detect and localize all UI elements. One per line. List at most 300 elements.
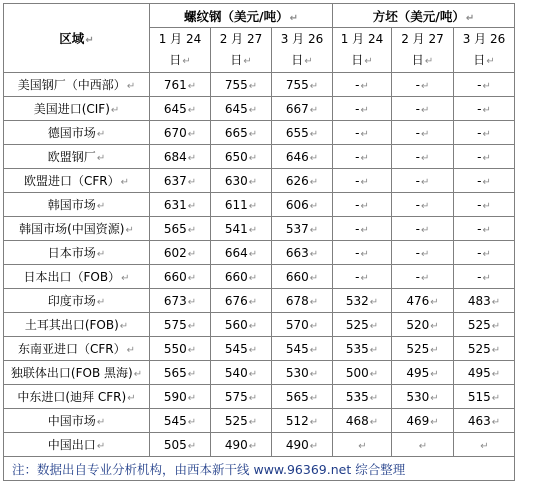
paragraph-mark: ↵ bbox=[248, 440, 258, 452]
paragraph-mark: ↵ bbox=[360, 224, 369, 236]
paragraph-mark: ↵ bbox=[309, 152, 319, 164]
price-cell bbox=[272, 193, 333, 217]
price-cell bbox=[454, 217, 515, 241]
price-value: - bbox=[477, 101, 482, 116]
paragraph-mark: ↵ bbox=[96, 153, 106, 164]
price-value: - bbox=[355, 269, 360, 284]
paragraph-mark: ↵ bbox=[430, 368, 439, 380]
price-cell bbox=[333, 97, 392, 121]
rebar-group-header bbox=[150, 4, 333, 28]
date-header-cell bbox=[211, 28, 272, 73]
header-row-groups bbox=[4, 4, 515, 28]
price-value: 645 bbox=[163, 101, 187, 116]
price-value: 495 bbox=[406, 365, 430, 380]
region-label: 东南亚进口（CFR） bbox=[17, 342, 126, 356]
price-cell bbox=[333, 409, 392, 433]
paragraph-mark: ↵ bbox=[248, 272, 258, 284]
price-value: 602 bbox=[163, 245, 187, 260]
region-cell bbox=[4, 97, 150, 121]
paragraph-mark: ↵ bbox=[491, 416, 501, 428]
price-cell bbox=[454, 241, 515, 265]
date-header-line2-wrap bbox=[150, 50, 210, 72]
region-label: 中东进口(迪拜 CFR) bbox=[17, 390, 127, 404]
price-cell bbox=[392, 385, 454, 409]
price-cell bbox=[272, 73, 333, 97]
price-cell bbox=[211, 409, 272, 433]
price-cell bbox=[211, 97, 272, 121]
price-value: 525 bbox=[467, 341, 491, 356]
paragraph-mark: ↵ bbox=[465, 12, 475, 24]
price-value: 626 bbox=[285, 173, 309, 188]
region-label: 美国钢厂（中西部） bbox=[17, 78, 126, 92]
price-value: 525 bbox=[224, 413, 248, 428]
region-cell bbox=[4, 361, 150, 385]
table-row bbox=[4, 193, 515, 217]
price-cell bbox=[454, 265, 515, 289]
paragraph-mark: ↵ bbox=[309, 104, 319, 116]
table-row bbox=[4, 289, 515, 313]
price-value: - bbox=[415, 101, 420, 116]
price-cell bbox=[272, 289, 333, 313]
price-cell bbox=[454, 193, 515, 217]
paragraph-mark: ↵ bbox=[430, 296, 439, 308]
price-value: 490 bbox=[285, 437, 309, 452]
price-cell bbox=[211, 265, 272, 289]
paragraph-mark: ↵ bbox=[482, 248, 491, 260]
price-cell bbox=[333, 217, 392, 241]
date-header-line2: 日 bbox=[411, 52, 424, 67]
paragraph-mark: ↵ bbox=[369, 344, 379, 356]
price-value: 678 bbox=[285, 293, 309, 308]
price-value: 469 bbox=[406, 413, 430, 428]
price-value: - bbox=[415, 149, 420, 164]
paragraph-mark: ↵ bbox=[369, 392, 379, 404]
price-value: 761 bbox=[163, 77, 187, 92]
price-value: 664 bbox=[224, 245, 248, 260]
footer-row bbox=[4, 457, 515, 481]
region-cell bbox=[4, 289, 150, 313]
price-cell bbox=[454, 313, 515, 337]
billet-group-label: 方坯（美元/吨） bbox=[372, 8, 465, 24]
price-value: 637 bbox=[163, 173, 187, 188]
price-cell bbox=[392, 433, 454, 457]
price-value: - bbox=[477, 149, 482, 164]
date-header-line1: 3 月 26 bbox=[462, 31, 506, 46]
price-value: - bbox=[477, 269, 482, 284]
paragraph-mark: ↵ bbox=[248, 104, 258, 116]
price-cell bbox=[150, 385, 211, 409]
price-value: 525 bbox=[406, 341, 430, 356]
price-value: 646 bbox=[285, 149, 309, 164]
paragraph-mark: ↵ bbox=[369, 368, 379, 380]
region-cell bbox=[4, 265, 150, 289]
paragraph-mark: ↵ bbox=[309, 80, 319, 92]
price-value: 545 bbox=[285, 341, 309, 356]
price-value: - bbox=[415, 173, 420, 188]
price-cell bbox=[454, 361, 515, 385]
table-row bbox=[4, 433, 515, 457]
date-header-line2: 日 bbox=[169, 52, 182, 67]
date-header-line2-wrap bbox=[272, 50, 332, 72]
price-cell bbox=[272, 385, 333, 409]
paragraph-mark: ↵ bbox=[248, 200, 258, 212]
price-value: - bbox=[477, 245, 482, 260]
paragraph-mark: ↵ bbox=[187, 392, 197, 404]
date-header-cell bbox=[272, 28, 333, 73]
price-value: 631 bbox=[163, 197, 187, 212]
paragraph-mark: ↵ bbox=[289, 12, 298, 24]
paragraph-mark: ↵ bbox=[248, 248, 258, 260]
price-value: 684 bbox=[163, 149, 187, 164]
price-cell bbox=[272, 241, 333, 265]
date-header-cell bbox=[392, 28, 454, 73]
date-header-line2: 日 bbox=[351, 52, 364, 67]
price-value: - bbox=[477, 77, 482, 92]
price-cell bbox=[392, 289, 454, 313]
price-cell bbox=[333, 265, 392, 289]
price-cell bbox=[333, 313, 392, 337]
table-row bbox=[4, 361, 515, 385]
price-cell bbox=[392, 241, 454, 265]
paragraph-mark: ↵ bbox=[360, 176, 369, 188]
paragraph-mark: ↵ bbox=[187, 80, 197, 92]
region-cell bbox=[4, 145, 150, 169]
price-value: 476 bbox=[406, 293, 430, 308]
price-cell bbox=[211, 361, 272, 385]
paragraph-mark: ↵ bbox=[96, 201, 106, 212]
table-row bbox=[4, 169, 515, 193]
price-value: - bbox=[415, 221, 420, 236]
paragraph-mark: ↵ bbox=[309, 416, 319, 428]
date-header-line2: 日 bbox=[291, 52, 304, 67]
price-cell bbox=[454, 385, 515, 409]
paragraph-mark: ↵ bbox=[187, 224, 197, 236]
price-value: 673 bbox=[163, 293, 187, 308]
region-label: 中国市场 bbox=[47, 414, 96, 428]
paragraph-mark: ↵ bbox=[360, 128, 369, 140]
price-value: 530 bbox=[285, 365, 309, 380]
paragraph-mark: ↵ bbox=[420, 152, 430, 164]
price-cell bbox=[150, 241, 211, 265]
region-label: 欧盟进口（CFR） bbox=[23, 174, 120, 188]
region-label: 土耳其出口(FOB) bbox=[24, 318, 119, 332]
date-header-line1: 1 月 24 bbox=[340, 31, 384, 46]
price-cell bbox=[392, 145, 454, 169]
price-cell bbox=[333, 73, 392, 97]
table-row bbox=[4, 385, 515, 409]
price-value: 532 bbox=[345, 293, 369, 308]
paragraph-mark: ↵ bbox=[133, 369, 143, 380]
paragraph-mark: ↵ bbox=[187, 104, 197, 116]
paragraph-mark: ↵ bbox=[424, 55, 434, 67]
paragraph-mark: ↵ bbox=[360, 248, 369, 260]
price-cell bbox=[333, 361, 392, 385]
price-cell bbox=[150, 265, 211, 289]
paragraph-mark: ↵ bbox=[420, 80, 430, 92]
price-cell bbox=[454, 97, 515, 121]
paragraph-mark: ↵ bbox=[309, 440, 319, 452]
price-value: 755 bbox=[224, 77, 248, 92]
price-value: 495 bbox=[467, 365, 491, 380]
paragraph-mark: ↵ bbox=[420, 128, 430, 140]
paragraph-mark: ↵ bbox=[360, 104, 369, 116]
paragraph-mark: ↵ bbox=[309, 392, 319, 404]
price-cell bbox=[150, 337, 211, 361]
paragraph-mark: ↵ bbox=[96, 441, 106, 452]
price-value: 630 bbox=[224, 173, 248, 188]
paragraph-mark: ↵ bbox=[126, 81, 136, 92]
price-value: 550 bbox=[163, 341, 187, 356]
price-value: 660 bbox=[163, 269, 187, 284]
price-value: 663 bbox=[285, 245, 309, 260]
region-label: 韩国市场(中国资源) bbox=[19, 222, 125, 236]
paragraph-mark: ↵ bbox=[491, 344, 501, 356]
region-label: 欧盟钢厂 bbox=[47, 150, 96, 164]
date-header-line1: 3 月 26 bbox=[280, 31, 324, 46]
price-value: 537 bbox=[285, 221, 309, 236]
paragraph-mark: ↵ bbox=[482, 152, 491, 164]
table-row bbox=[4, 265, 515, 289]
paragraph-mark: ↵ bbox=[187, 248, 197, 260]
paragraph-mark: ↵ bbox=[309, 296, 319, 308]
price-cell bbox=[272, 313, 333, 337]
price-cell bbox=[454, 409, 515, 433]
price-cell bbox=[211, 385, 272, 409]
date-header-line2-wrap bbox=[392, 50, 453, 72]
region-cell bbox=[4, 337, 150, 361]
price-cell bbox=[150, 169, 211, 193]
region-label: 独联体出口(FOB 黑海) bbox=[10, 366, 133, 380]
paragraph-mark: ↵ bbox=[369, 296, 379, 308]
region-cell bbox=[4, 73, 150, 97]
paragraph-mark: ↵ bbox=[248, 392, 258, 404]
paragraph-mark: ↵ bbox=[309, 128, 319, 140]
price-value: 530 bbox=[406, 389, 430, 404]
paragraph-mark: ↵ bbox=[248, 128, 258, 140]
rebar-group-label: 螺纹钢（美元/吨） bbox=[184, 8, 289, 24]
price-cell bbox=[454, 433, 515, 457]
paragraph-mark: ↵ bbox=[420, 176, 430, 188]
price-value: - bbox=[355, 221, 360, 236]
price-cell bbox=[272, 121, 333, 145]
price-cell bbox=[211, 241, 272, 265]
region-label: 中国出口 bbox=[47, 438, 96, 452]
price-value: - bbox=[415, 77, 420, 92]
table-row bbox=[4, 241, 515, 265]
price-cell bbox=[211, 169, 272, 193]
price-value: - bbox=[355, 125, 360, 140]
price-value: - bbox=[415, 245, 420, 260]
date-header-line1: 2 月 27 bbox=[219, 31, 263, 46]
price-value: 665 bbox=[224, 125, 248, 140]
price-cell bbox=[272, 145, 333, 169]
price-value: 525 bbox=[467, 317, 491, 332]
paragraph-mark: ↵ bbox=[187, 344, 197, 356]
price-cell bbox=[454, 145, 515, 169]
price-cell bbox=[392, 313, 454, 337]
price-value: 606 bbox=[285, 197, 309, 212]
paragraph-mark: ↵ bbox=[309, 368, 319, 380]
price-value: - bbox=[477, 173, 482, 188]
billet-group-header bbox=[333, 4, 515, 28]
table-row bbox=[4, 409, 515, 433]
paragraph-mark: ↵ bbox=[248, 152, 258, 164]
price-cell bbox=[392, 121, 454, 145]
paragraph-mark: ↵ bbox=[187, 152, 197, 164]
price-value: 541 bbox=[224, 221, 248, 236]
paragraph-mark: ↵ bbox=[96, 249, 106, 260]
price-cell bbox=[211, 217, 272, 241]
price-value: 535 bbox=[345, 341, 369, 356]
price-cell bbox=[454, 73, 515, 97]
paragraph-mark: ↵ bbox=[482, 200, 491, 212]
price-cell bbox=[392, 337, 454, 361]
price-value: 667 bbox=[285, 101, 309, 116]
paragraph-mark: ↵ bbox=[369, 416, 379, 428]
price-cell bbox=[211, 289, 272, 313]
price-value: 535 bbox=[345, 389, 369, 404]
paragraph-mark: ↵ bbox=[482, 80, 491, 92]
region-label: 印度市场 bbox=[47, 294, 96, 308]
price-cell bbox=[150, 313, 211, 337]
paragraph-mark: ↵ bbox=[486, 55, 495, 67]
price-value: 468 bbox=[345, 413, 369, 428]
price-value: 565 bbox=[285, 389, 309, 404]
table-row bbox=[4, 217, 515, 241]
paragraph-mark: ↵ bbox=[187, 176, 197, 188]
region-header-cell bbox=[4, 4, 150, 73]
paragraph-mark: ↵ bbox=[182, 55, 191, 67]
price-value: - bbox=[355, 149, 360, 164]
paragraph-mark: ↵ bbox=[187, 272, 197, 284]
price-value: 500 bbox=[345, 365, 369, 380]
paragraph-mark: ↵ bbox=[309, 200, 319, 212]
price-value: 660 bbox=[224, 269, 248, 284]
price-cell bbox=[333, 121, 392, 145]
region-cell bbox=[4, 169, 150, 193]
price-cell bbox=[150, 289, 211, 313]
price-cell bbox=[454, 169, 515, 193]
price-cell bbox=[333, 337, 392, 361]
price-cell bbox=[211, 73, 272, 97]
date-header-line1: 2 月 27 bbox=[401, 31, 444, 46]
price-value: 755 bbox=[285, 77, 309, 92]
price-value: 565 bbox=[163, 221, 187, 236]
price-value: - bbox=[415, 197, 420, 212]
price-value: - bbox=[355, 77, 360, 92]
price-cell bbox=[454, 337, 515, 361]
price-cell bbox=[211, 313, 272, 337]
price-cell bbox=[272, 265, 333, 289]
paragraph-mark: ↵ bbox=[482, 176, 491, 188]
price-cell bbox=[333, 241, 392, 265]
price-value: 676 bbox=[224, 293, 248, 308]
paragraph-mark: ↵ bbox=[121, 273, 130, 284]
source-note bbox=[4, 457, 515, 481]
table-row bbox=[4, 73, 515, 97]
date-header-line1: 1 月 24 bbox=[158, 31, 202, 46]
price-cell bbox=[392, 217, 454, 241]
paragraph-mark: ↵ bbox=[309, 272, 319, 284]
table-row bbox=[4, 145, 515, 169]
paragraph-mark: ↵ bbox=[491, 368, 501, 380]
table-row bbox=[4, 337, 515, 361]
price-value: 611 bbox=[224, 197, 248, 212]
paragraph-mark: ↵ bbox=[430, 344, 439, 356]
price-value: - bbox=[355, 245, 360, 260]
price-value: 483 bbox=[467, 293, 491, 308]
paragraph-mark: ↵ bbox=[358, 440, 367, 452]
steel-price-table bbox=[3, 3, 515, 481]
price-cell bbox=[150, 145, 211, 169]
paragraph-mark: ↵ bbox=[369, 320, 379, 332]
price-cell bbox=[150, 217, 211, 241]
paragraph-mark: ↵ bbox=[418, 440, 428, 452]
price-cell bbox=[333, 385, 392, 409]
region-cell bbox=[4, 409, 150, 433]
price-cell bbox=[333, 193, 392, 217]
date-header-line2: 日 bbox=[473, 52, 486, 67]
region-cell bbox=[4, 193, 150, 217]
price-cell bbox=[392, 97, 454, 121]
price-value: 565 bbox=[163, 365, 187, 380]
price-value: 645 bbox=[224, 101, 248, 116]
price-value: - bbox=[415, 125, 420, 140]
paragraph-mark: ↵ bbox=[187, 128, 197, 140]
price-value: 525 bbox=[345, 317, 369, 332]
region-label: 美国进口(CIF) bbox=[33, 102, 110, 116]
region-label: 日本出口（FOB） bbox=[23, 270, 121, 284]
paragraph-mark: ↵ bbox=[430, 416, 439, 428]
price-cell bbox=[211, 121, 272, 145]
price-cell bbox=[392, 265, 454, 289]
price-cell bbox=[333, 433, 392, 457]
region-cell bbox=[4, 385, 150, 409]
paragraph-mark: ↵ bbox=[96, 129, 106, 140]
paragraph-mark: ↵ bbox=[420, 104, 430, 116]
paragraph-mark: ↵ bbox=[480, 440, 489, 452]
region-label: 德国市场 bbox=[47, 126, 96, 140]
paragraph-mark: ↵ bbox=[248, 176, 258, 188]
price-cell bbox=[150, 121, 211, 145]
date-header-line2-wrap bbox=[454, 50, 514, 72]
price-value: 655 bbox=[285, 125, 309, 140]
price-cell bbox=[392, 193, 454, 217]
price-cell bbox=[150, 97, 211, 121]
paragraph-mark: ↵ bbox=[360, 272, 369, 284]
price-value: 540 bbox=[224, 365, 248, 380]
price-value: 660 bbox=[285, 269, 309, 284]
region-label: 日本市场 bbox=[47, 246, 96, 260]
table-row bbox=[4, 97, 515, 121]
paragraph-mark: ↵ bbox=[120, 177, 129, 188]
price-cell bbox=[272, 433, 333, 457]
paragraph-mark: ↵ bbox=[187, 320, 197, 332]
paragraph-mark: ↵ bbox=[248, 224, 258, 236]
paragraph-mark: ↵ bbox=[420, 200, 430, 212]
price-table-container bbox=[3, 3, 515, 481]
date-header-line2: 日 bbox=[230, 52, 243, 67]
price-cell bbox=[150, 409, 211, 433]
price-cell bbox=[272, 409, 333, 433]
price-cell bbox=[392, 409, 454, 433]
price-value: 570 bbox=[285, 317, 309, 332]
price-value: 515 bbox=[467, 389, 491, 404]
paragraph-mark: ↵ bbox=[482, 128, 491, 140]
paragraph-mark: ↵ bbox=[482, 272, 491, 284]
paragraph-mark: ↵ bbox=[364, 55, 373, 67]
price-cell bbox=[454, 121, 515, 145]
